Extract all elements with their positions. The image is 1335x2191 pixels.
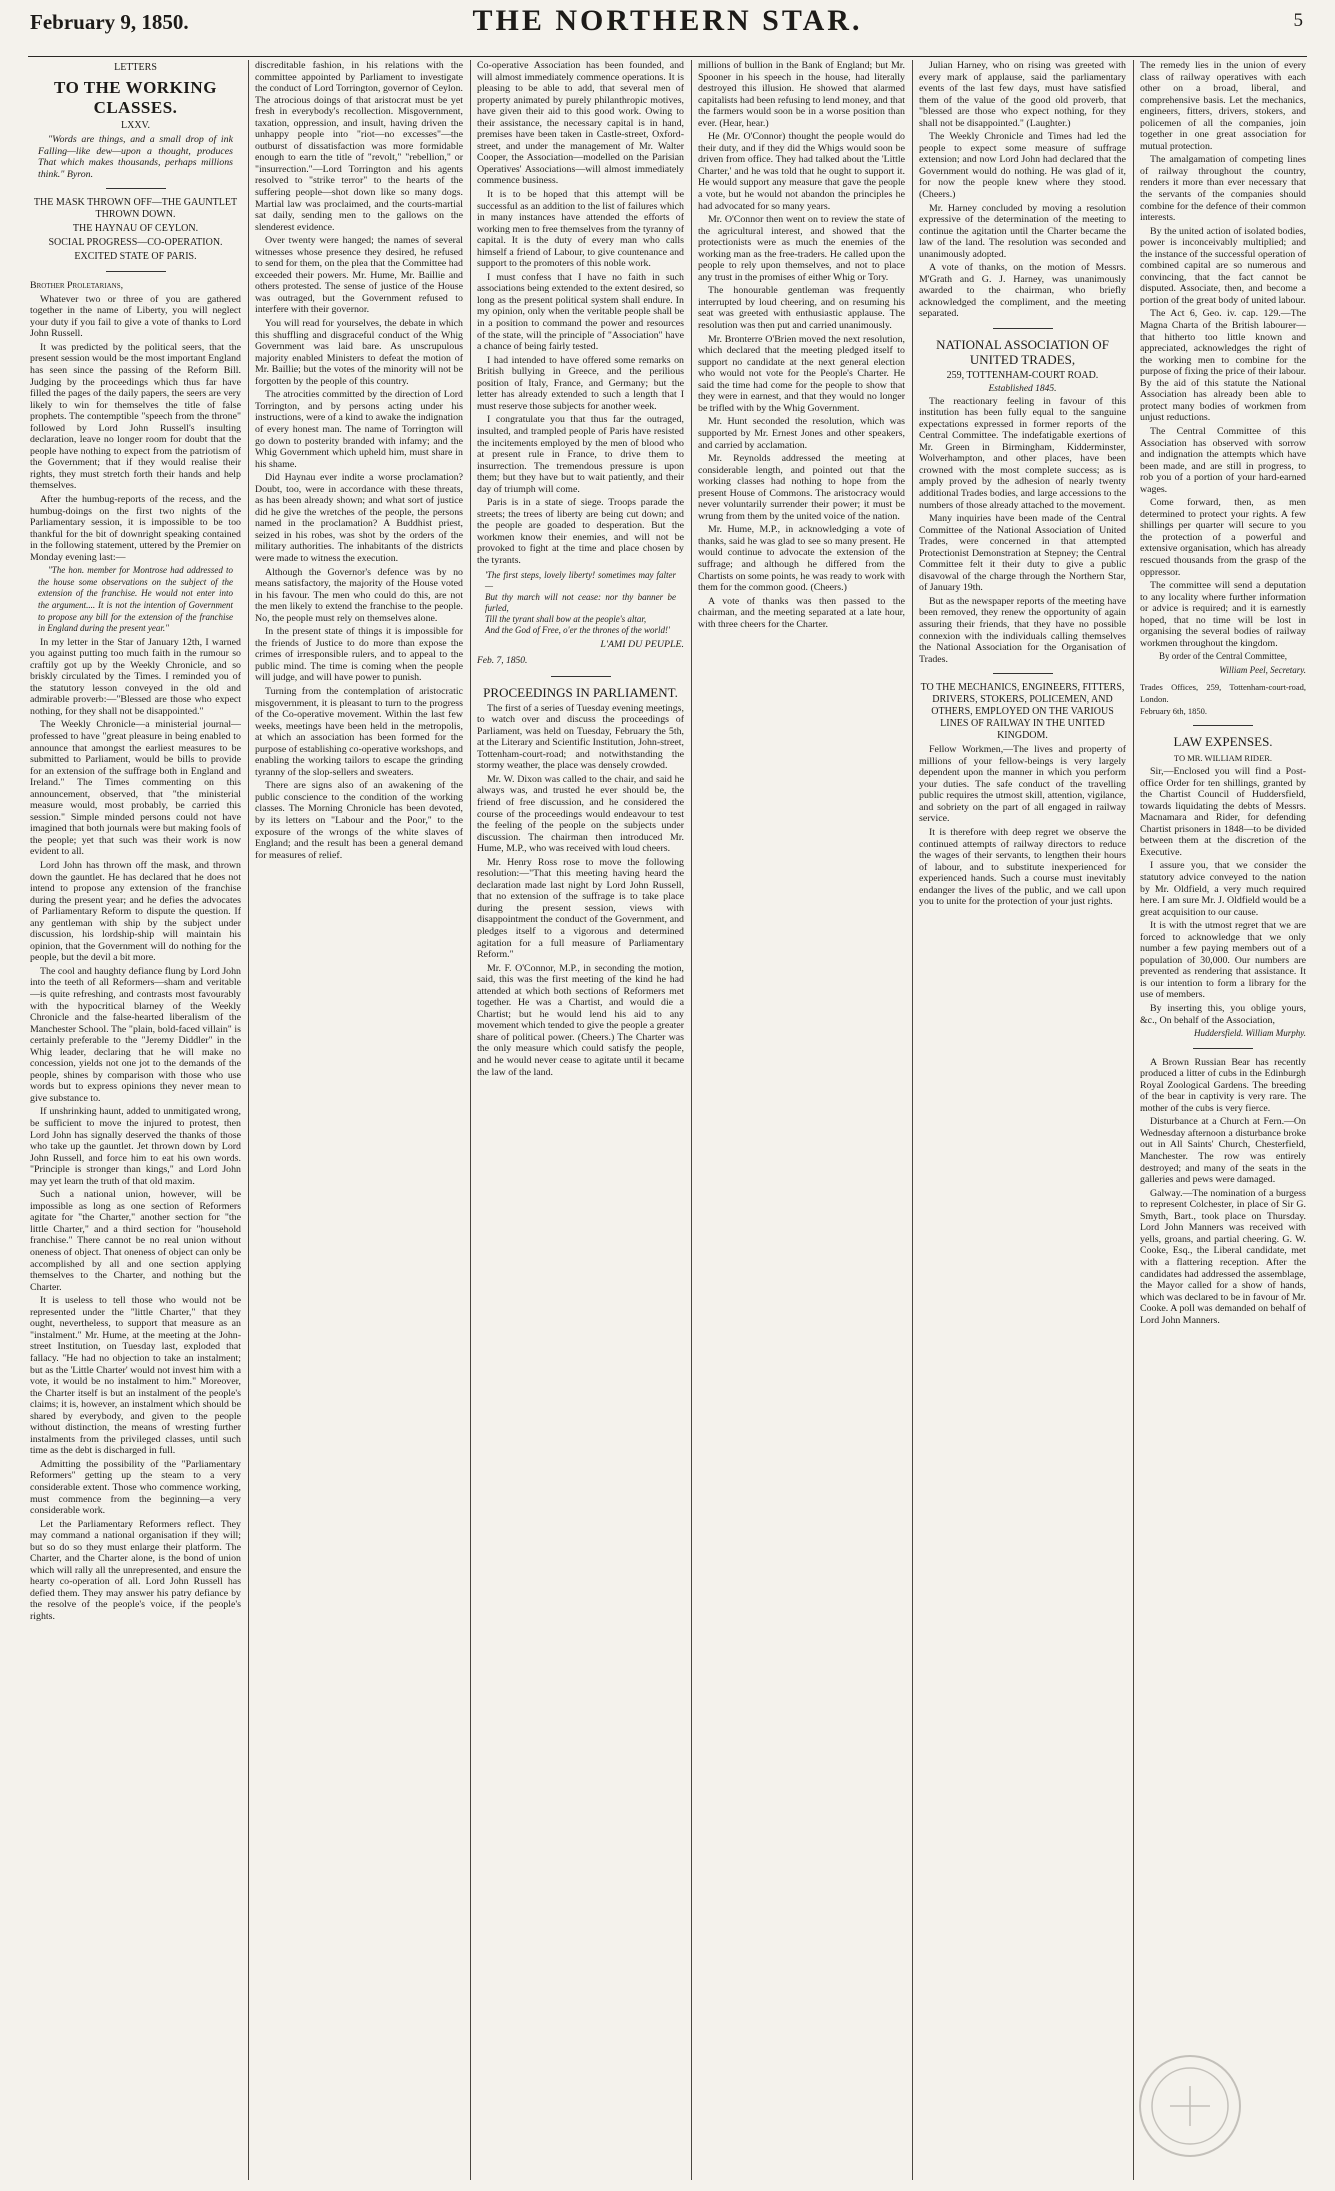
column-4 — [698, 60, 905, 2178]
paragraph: Mr. Henry Ross rose to move the following resolution:—"That this meeting having heard the declaration made last night by Lord John Russell, that no extension of the suffrage is to take place during the present session, views with disappointment the conduct of the Government, and pledges itself to a vigorous and determined agitation for a full measure of Parliamentary Reform." — [477, 856, 684, 961]
signoff-date: February 6th, 1850. — [1140, 705, 1208, 716]
paragraph: The Act 6, Geo. iv. cap. 129.—The Magna Charta of the British labourer—that hitherto too little known and appreciated, acknowledges the right of the working men to combine for the purpose of fixing the price of their labour. By the aid of this statute the National Association has already been able to protect many bodies of workmen from unjust reductions. — [1140, 308, 1306, 424]
association-address: 259, TOTTENHAM-COURT ROAD. — [946, 370, 1099, 382]
paragraph: I had intended to have offered some remarks on British bullying in Greece, and the perilious position of Italy, France, and Germany; but the letter has already extended to such a length that I must reserve those subjects for another week. — [477, 354, 684, 412]
column-rule — [912, 60, 913, 2180]
verse-line: And the God of Free, o'er the thrones of the world!' — [485, 624, 670, 635]
subhead: THE MASK THROWN OFF—THE GAUNTLET THROWN DOWN. — [33, 197, 238, 221]
verse-line: Till the tyrant shall bow at the people's altar, — [485, 613, 647, 624]
section-heading: PROCEEDINGS IN PARLIAMENT. — [483, 684, 678, 700]
paragraph: The remedy lies in the union of every class of railway operatives with each other on a broad, liberal, and comprehensive basis. Let the mechanics, engineers, fitters, drivers, stokers, and policemen of all the companies, join together in one great association for mutual protection. — [1140, 60, 1306, 152]
subhead: EXCITED STATE OF PARIS. — [74, 251, 197, 263]
association-established: Established 1845. — [988, 384, 1057, 395]
paragraph: A Brown Russian Bear has recently produced a litter of cubs in the Edinburgh Royal Zoological Gardens. The breeding of the bear in captivity is very rare. The mother of the cubs is very fierce. — [1140, 1056, 1306, 1114]
letters-kicker: LETTERS — [114, 62, 157, 73]
paragraph: Such a national union, however, will be impossible as long as one section of Reformers agitate for "the Charter," another section for "the little Charter," and a third section for "household franchise." There cannot be no real union without oneness of object. That oneness of object can only be accomplished by all and one section applying themselves to the Charter, and nothing but the Charter. — [30, 1189, 241, 1293]
address-heading: TO THE MECHANICS, ENGINEERS, FITTERS, DRIVERS, STOKERS, POLICEMEN, AND OTHERS, EMPLOYED ON THE VARIOUS LINES OF RAILWAY IN THE UNITED KINGDOM. — [920, 682, 1125, 742]
dateline: Feb. 7, 1850. — [477, 656, 528, 667]
paragraph: It was predicted by the political seers, that the present session would be the most important England has seen since the passing of the Reform Bill. Judging by the proceedings which thus far have filled the pages of the daily papers, the seers are very likely to win for themselves the title of false prophets. The contemptible "speech from the throne" followed by Lord John Russell's insulting declaration, leave no longer room for doubt that the people have nothing to expect from the patriotism of the Government; that if they would realise their rights, they must stretch forth their hands and help themselves. — [30, 341, 241, 492]
divider — [993, 673, 1053, 674]
paragraph: Admitting the possibility of the "Parliamentary Reformers" getting up the steam to a very considerable extent. Those who commence working, must commence from the beginning—a very considerable work. — [30, 1458, 241, 1517]
paragraph: A vote of thanks, on the motion of Messrs. M'Grath and G. J. Harney, was unanimously awarded to the chairman, who briefly acknowledged the compliment, and the meeting separated. — [919, 262, 1126, 320]
epigraph: "Words are things, and a small drop of ink Falling—like dew—upon a thought, produces That which makes thousands, perhaps millions think." Byron. — [38, 134, 233, 180]
paragraph: I assure you, that we consider the statutory advice conveyed to the nation by Mr. Oldfield, a very much required here. I am sure Mr. J. Oldfield would be a great acquisition to our cause. — [1140, 860, 1306, 918]
law-expenses-heading: LAW EXPENSES. — [1173, 734, 1273, 750]
paragraph: The first of a series of Tuesday evening meetings, to watch over and discuss the proceedings of Parliament, was held on Tuesday, February the 5th, at the Literary and Scientific Institution, John-street, Tottenham-court-road; and notwithstanding the stormy weather, the place was densely crowded. — [477, 702, 684, 772]
column-5 — [919, 60, 1126, 2178]
law-signature: Huddersfield. William Murphy. — [1194, 1028, 1306, 1039]
verse — [477, 570, 684, 636]
verse-line: But thy march will not cease: nor thy banner be furled, — [485, 591, 676, 613]
paragraph: You will read for yourselves, the debate in which this shuffling and disgraceful conduct of the Whig Government was laid bare. As unscrupulous majority enabled Ministers to defeat the motion of Mr. Baillie; but the votes of the minority will not be forgotten by the people of this country. — [255, 318, 463, 387]
paragraph: I must confess that I have no faith in such associations being extended to the extent desired, so long as the present political system shall endure. In my opinion, only when the veritable people shall be in a position to command the power and resources of the state, will the principle of "Association" have a chance of being fairly tested. — [477, 271, 684, 353]
paragraph: Many inquiries have been made of the Central Committee of the National Association of United Trades, were concerned in that attempted Protectionist Demonstration at Stepney; the Central Committee felt it their duty to give a public disavowal of the charge through the Northern Star, of January 19th. — [919, 513, 1126, 594]
paragraph: A vote of thanks was then passed to the chairman, and the meeting separated at a late hour, with three cheers for the Charter. — [698, 595, 905, 630]
paragraph: Mr. Reynolds addressed the meeting at considerable length, and pointed out that the working classes had nothing to hope from the present House of Commons. The aristocracy would never voluntarily surrender their power; it must be wrung from them by the united voice of the nation. — [698, 453, 905, 522]
subhead: SOCIAL PROGRESS—CO-OPERATION. — [48, 237, 223, 249]
paragraph: Galway.—The nomination of a burgess to represent Colchester, in place of Sir G. Smyth, Bart., took place on Thursday. Lord John Manners was received with yells, groans, and partial cheering. G. W. Cooke, Esq., the Liberal candidate, met with a flattering reception. After the candidates had addressed the assemblage, the Mayor called for a show of hands, which was declared to be in favour of Mr. Cooke. A poll was demanded on behalf of Lord John Manners. — [1140, 1187, 1306, 1326]
column-rule — [1133, 60, 1134, 2180]
paragraph: Mr. Hunt seconded the resolution, which was supported by Mr. Ernest Jones and other speakers, and carried by acclamation. — [698, 416, 905, 451]
paragraph: It is useless to tell those who would not be represented under the "little Charter," that they ought, nevertheless, to support that measure as an "instalment." Mr. Hume, at the meeting at the John-street Institution, on Tuesday last, exploded that fallacy. "He had no objection to take an instalment; but as the 'Little Charter' would not invest him with a vote, it would be no instalment to him." Moreover, the Charter itself is but an instalment of the people's claims; it is, however, an instalment which should be shared by everybody, and given to the people without distinction, the means of wresting further instalments from the privileged classes, until such time as the debt is discharged in full. — [30, 1295, 241, 1457]
signoff-name: William Peel, Secretary. — [1219, 664, 1306, 675]
paragraph: The reactionary feeling in favour of this institution has been fully equal to the sanguine expectations expressed in former reports of the Central Committee. The indefatigable exertions of Mr. Green in Birmingham, Kidderminster, Wolverhampton, and other places, have been crowned with the most complete success; as is amply proved by the adhesion of nearly twenty additional Trades bodies, and large accessions to the numbers of those already attached to the movement. — [919, 395, 1126, 511]
paragraph: Although the Governor's defence was by no means satisfactory, the majority of the House voted in his favour. The men who could do this, are not the men likely to extend the franchise to the people. No, the people must rely on themselves alone. — [255, 566, 463, 624]
paragraph: By inserting this, you oblige yours, &c., On behalf of the Association, — [1140, 1003, 1306, 1026]
column-rule — [248, 60, 249, 2180]
article-heading: TO THE WORKING CLASSES. — [54, 78, 217, 117]
paragraph: The Weekly Chronicle and Times had led the people to expect some measure of suffrage extension; and now Lord John had declared that the Government would do nothing. He was glad of it, for now the people knew where they stood. (Cheers.) — [919, 131, 1126, 201]
paragraph: Mr. F. O'Connor, M.P., in seconding the motion, said, this was the first meeting of the kind he had attended at which both sections of Reformers met together. He was a Chartist, and would die a Chartist; but he would lend his aid to any movement which tended to give the people a greater share of political power. (Cheers.) The Charter was the only measure which could satisfy the people, and he would never cease to agitate until it became the law of the land. — [477, 962, 684, 1078]
paragraph: The Central Committee of this Association has observed with sorrow and indignation the attempts which have been made, and are still in progress, to rob you of a portion of your hard-earned wages. — [1140, 425, 1306, 495]
newspaper-title: THE NORTHERN STAR. — [472, 4, 863, 37]
divider — [1193, 1048, 1253, 1049]
paragraph: After the humbug-reports of the recess, and the humbug-doings on the first two nights of the Parliamentary session, it is impossible to be too thankful for the bit of downright speaking contained in the following statement, uttered by the Premier on Monday evening last:— — [30, 494, 241, 563]
paragraph: The honourable gentleman was frequently interrupted by loud cheering, and on resuming his seat was greeted with enthusiastic applause. The resolution was then put and carried unanimously. — [698, 285, 905, 332]
paragraph: The amalgamation of competing lines of railway throughout the country, renders it more than ever necessary that the servants of the companies should combine for the defence of their common interests. — [1140, 154, 1306, 224]
divider — [106, 188, 166, 189]
paragraph: Mr. Bronterre O'Brien moved the next resolution, which declared that the meeting pledged itself to support no candidate at the next general election who would not vote for the People's Charter. He said the time had come for the people to show that they were in earnest, and that they would no longer be trifled with by the Whig Government. — [698, 333, 905, 414]
paragraph: Sir,—Enclosed you will find a Post-office Order for ten shillings, granted by the Chartist Council of Huddersfield, towards liquidating the debts of Messrs. Macnamara and Rider, for defending Chartist prisoners in 1848—to be divided between them at the discretion of the Executive. — [1140, 766, 1306, 858]
divider — [551, 676, 611, 677]
paragraph: Co-operative Association has been founded, and will almost immediately commence operations. It is pleasing to be able to add, that several men of property animated by purely philanthropic motives, have given their aid to this good work. Owing to their assistance, the necessary capital is in hand, premises have been taken in Castle-street, Oxford-street, and under the management of Mr. Walter Cooper, the Association—modelled on the Parisian Operatives' Associations—will almost immediately commence business. — [477, 60, 684, 187]
column-rule — [470, 60, 471, 2180]
column-6 — [1140, 60, 1306, 2178]
library-stamp-icon — [1135, 2051, 1245, 2161]
paragraph: Come forward, then, as men determined to protect your rights. A few shillings per quarter will secure to you the protection of a powerful and extensive organisation, which has already rescued thousands from the grasp of the oppressor. — [1140, 497, 1306, 578]
paragraph: Over twenty were hanged; the names of several witnesses whose presence they desired, he refused to send for them, on the plea that the Committee had exceeded their powers. Mr. Hume, Mr. Baillie and others protested. The sense of justice of the House was outraged, but the Government refused to interfere with their governor. — [255, 235, 463, 316]
law-recipient: TO MR. WILLIAM RIDER. — [1173, 753, 1273, 764]
paragraph: Whatever two or three of you are gathered together in the name of Liberty, you will neglect your duty if you fail to give a vote of thanks to Lord John Russell. — [30, 293, 241, 340]
paragraph: Turning from the contemplation of aristocratic misgovernment, it is pleasant to turn to the progress of the Co-operative movement. Within the last few weeks, meetings have been held in the metropolis, at which an association has been formed for the purpose of establishing co-operative workshops, and enabling the working tailors to escape the grinding tyranny of the slop-sellers and sweaters. — [255, 685, 463, 778]
paragraph: In my letter in the Star of January 12th, I warned you against putting too much faith in the rumour so craftily got up by the Weekly Chronicle, and so briskly circulated by the Times. I reminded you of the statutory lesson conveyed in the old and admirable proverb:—"Blessed are those who expect nothing, for they shall not be disappointed." — [30, 636, 241, 717]
paragraph: Lord John has thrown off the mask, and thrown down the gauntlet. He has declared that he does not intend to propose any extension of the franchise during the present year; and he defies the advocates of Parliamentary Reform to dispute the question. If any gentleman with ship by the subject under discussion, his lordship-ship will maintain his opinion, that the Government will do nothing for the people, but the devil a bit more. — [30, 859, 241, 964]
paragraph: By the united action of isolated bodies, power is inconceivably multiplied; and the instance of the successful operation of combined capital are so numerous and convincing, that the fact cannot be disputed. Associate, then, and become a portion of the great body of united labour. — [1140, 225, 1306, 306]
paragraph: discreditable fashion, in his relations with the committee appointed by Parliament to investigate the conduct of Lord Torrington, governor of Ceylon. The atrocious doings of that aristocrat must be yet fresh in everybody's recollection. Misgovernment, taxation, oppression, and insult, having driven the unhappy people into "riot—no excesses"—the outburst of dissatisfaction was more formidable enough to earn the title of "revolt," "rebellion," or "insurrection."—Lord Torrington and his agents resolved to "strike terror" to the hearts of the suffering people—shot down like so many dogs. Martial law was proclaimed, and the courts-martial sat daily, sending men to the gallows on the slenderest evidence. — [255, 60, 463, 233]
paragraph: It is to be hoped that this attempt will be successful as an addition to the list of failures which in many instances have attended the efforts of working men to free themselves from the tyranny of capital. It is the duty of every man who calls himself a friend of Labour, to give countenance and support to the promoters of this noble work. — [477, 189, 684, 270]
paragraph: The committee will send a deputation to any locality where further information or advice is required; and it is earnestly hoped, that no time will be lost in organising the several bodies of railway workmen throughout the kingdom. — [1140, 580, 1306, 649]
page-number: 5 — [1293, 10, 1303, 31]
paragraph: Fellow Workmen,—The lives and property of millions of your fellow-beings is very largely dependent upon the manner in which you perform your duties. The safe conduct of the travelling public requires the utmost skill, attention, vigilance, and sobriety on the part of all engaged in railway service. — [919, 744, 1126, 825]
paragraph: The cool and haughty defiance flung by Lord John into the teeth of all Reformers—sham and veritable—is quite refreshing, and contrasts most favourably with the hypocritical blarney of the Weekly Chronicle and the false-hearted liberalism of the Manchester School. The "plain, bold-faced villain" is certainly preferable to the "Jeremy Diddler" in the Whig leader, declaring that he will make no concession, yields not one jot to the demands of the people, shines by comparison with those who use words but to express opinions they never mean to give substance to. — [30, 965, 241, 1104]
paragraph: The atrocities committed by the direction of Lord Torrington, and by persons acting under his instructions, were of a kind to awake the indignation of every honest man. The name of Torrington will go down to posterity branded with infamy; and the Whig Government which upheld him, must share in his shame. — [255, 389, 463, 470]
paragraph: Mr. Harney concluded by moving a resolution expressive of the determination of the meeting to continue the agitation until the Charter became the law of the land. The resolution was seconded and unanimously adopted. — [919, 202, 1126, 260]
paragraph: It is therefore with deep regret we observe the continued attempts of railway directors to reduce the wages of their servants, to lengthen their hours of labour, and to substitute inexperienced for experienced hands. Such a course must inevitably endanger the lives of the public, and we call upon you to unite for the protection of your just rights. — [919, 826, 1126, 908]
paragraph: Let the Parliamentary Reformers reflect. They may command a national organisation if they will; but so do so they must enlarge their platform. The Charter, and the Charter alone, is the bond of union which will rally all the unrepresented, and ensure the hearty co-operation of all. Lord John Russell has defied them. They may answer his patry defiance by the resolve of the people's voice, if the people's rights. — [30, 1518, 241, 1622]
paragraph: Julian Harney, who on rising was greeted with every mark of applause, said the parliamentary events of the last few days, must have satisfied them of the value of the good old proverb, that "blessed are those who expect nothing, for they shall not be disappointed." (Laughter.) — [919, 60, 1126, 129]
paragraph: Did Haynau ever indite a worse proclamation? Doubt, too, were in accordance with these threats, as has been already shown; and what sort of justice did he give the wretches of the people, the persons named in the proclamation? A Buddhist priest, seized in his robes, was shot by the orders of the military authorities. The inhabitants of the districts were made to witness the execution. — [255, 472, 463, 564]
paragraph: I congratulate you that thus far the outraged, insulted, and trampled people of Paris have resisted the incitements employed by the men of blood who at present rule in France, to drive them to insurrection. The tremendous pressure is upon them; but they have but to wait patiently, and their day of triumph will come. — [477, 414, 684, 495]
paragraph: If unshrinking haunt, added to unmitigated wrong, be sufficient to move the injured to protest, then Lord John has signally deserved the thanks of those who take up the gauntlet. Jet thrown down by Lord John Russell, and force him to eat his own words. "Principle is stronger than kings," and Lord John may yet learn the truth of that old maxim. — [30, 1106, 241, 1187]
verse-line: 'The first steps, lovely liberty! sometimes may falter— — [485, 569, 676, 591]
divider — [1193, 725, 1253, 726]
paragraph: But as the newspaper reports of the meeting have been removed, they renew the opportunity of again assuring their friends, that they have no possible connexion with the individuals calling themselves the National Association for the Organisation of Trades. — [919, 595, 1126, 665]
column-3 — [477, 60, 684, 2178]
paragraph: There are signs also of an awakening of the public conscience to the condition of the working classes. The Morning Chronicle has been devoted, by its letters on "Labour and the Poor," to the exposure of the wrongs of the white slaves of England; and the result has been a general demand for measures of relief. — [255, 780, 463, 861]
paragraph: Mr. Hume, M.P., in acknowledging a vote of thanks, said he was glad to see so many present. He would continue to advocate the extension of the suffrage; and although he differed from the Chartists on some points, he was ready to work with them for the common good. (Cheers.) — [698, 524, 905, 594]
signature: L'AMI DU PEUPLE. — [600, 638, 684, 650]
salutation: Brother Proletarians, — [30, 280, 124, 292]
divider — [993, 328, 1053, 329]
signoff: By order of the Central Committee, — [1159, 651, 1287, 662]
paragraph: Mr. W. Dixon was called to the chair, and said he always was, and trusted he ever should be, the friend of free discussion, and he considered the course of the proceedings would endeavour to test the feeling of the people on the subjects under discussion. The chairman then introduced Mr. Hume, M.P., who was received with loud cheers. — [477, 773, 684, 855]
paragraph: He (Mr. O'Connor) thought the people would do their duty, and if they did the Whigs would soon be driven from office. They had talked about the 'Little Charter,' and he was told that he ought to support it. He would support any measure that gave the people a vote, but he would not abandon the principles he had advocated for so many years. — [698, 131, 905, 212]
divider — [106, 271, 166, 272]
subhead: THE HAYNAU OF CEYLON. — [72, 223, 199, 235]
paragraph: The Weekly Chronicle—a ministerial journal—professed to have "great pleasure in being enabled to announce that amongst the earliest measures to be submitted to Parliament, would be bills to provide for an extension of the suffrage both in England and Ireland." The Times commenting on this announcement, observed, that "the ministerial measure would, most probably, be carried this session." Simple minded persons could not have imagined that both journals were but making fools of the people; yet that such was their work is now evident to all. — [30, 719, 241, 858]
paragraph: Mr. O'Connor then went on to review the state of the agricultural interest, and showed that the protectionists were as much the enemies of the working man as the free-traders. He called upon the people to rely upon themselves, and not to place any trust in the promises of either Whig or Tory. — [698, 214, 905, 283]
letter-number: LXXV. — [121, 120, 150, 131]
association-heading: NATIONAL ASSOCIATION OF UNITED TRADES, — [936, 337, 1109, 368]
paragraph: millions of bullion in the Bank of England; but Mr. Spooner in his speech in the house, had literally destroyed this illusion. He showed that alarmed capitalists had been refusing to lend money, and that the farmers would soon be in a worse position than ever. (Hear, hear.) — [698, 60, 905, 129]
column-rule — [691, 60, 692, 2180]
paragraph: Paris is in a state of siege. Troops parade the streets; the trees of liberty are being cut down; and the people are goaded to desperation. But the workmen know their enemies, and will not be provoked to fight at the time and place chosen by the tyrants. — [477, 497, 684, 566]
quoted-statement: "The hon. member for Montrose had addressed to the house some observations on the subject of the extension of the franchise. He would not enter into the argument.... It is not the intention of Government to propose any bill for the extension of the franchise in England during the present year." — [38, 565, 233, 634]
issue-date: February 9, 1850. — [30, 10, 189, 34]
column-1 — [30, 60, 241, 2178]
masthead — [0, 0, 1335, 58]
masthead-rule — [28, 56, 1307, 57]
column-2 — [255, 60, 463, 2178]
paragraph: In the present state of things it is impossible for the friends of Justice to do more than expose the crimes of irresponsible rulers, and to appeal to the public mind. The time is coming when the people will judge, and will have power to punish. — [255, 626, 463, 684]
paragraph: It is with the utmost regret that we are forced to acknowledge that we only number a few paying members out of a population of 30,000. Our numbers are prevented as rendering that assistance. It is our intention to form a library for the use of members. — [1140, 920, 1306, 1001]
signoff-address: Trades Offices, 259, Tottenham-court-road, London. — [1140, 682, 1306, 704]
paragraph: Disturbance at a Church at Fern.—On Wednesday afternoon a disturbance broke out in All Saints' Church, Chesterfield, Manchester. The row was entirely destroyed; and many of the seats in the galleries and pews were damaged. — [1140, 1116, 1306, 1186]
